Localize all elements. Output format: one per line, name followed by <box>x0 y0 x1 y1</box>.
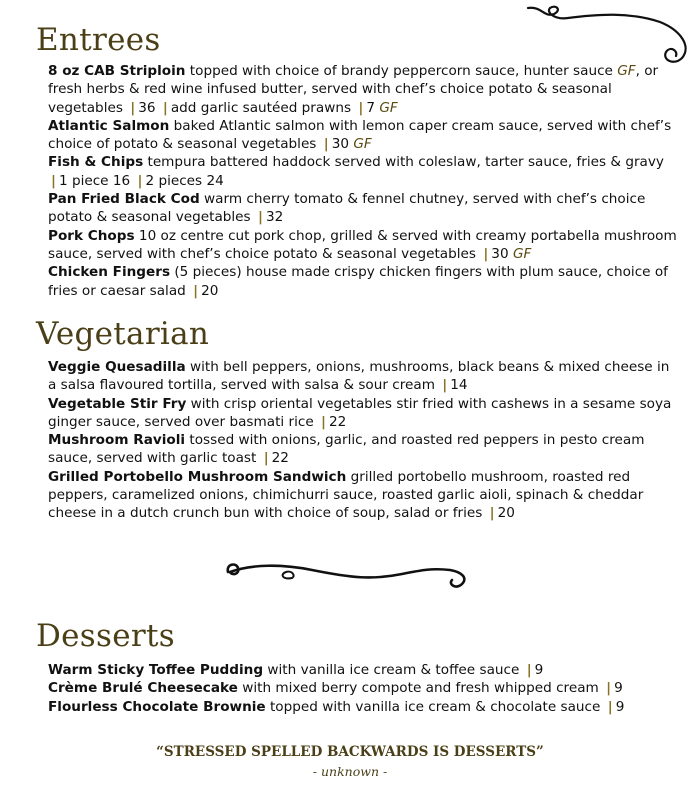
item-description: tossed with onions, garlic, and roasted red peppers in pesto cream sauce, served with garlic toast <box>48 432 645 467</box>
item-description: tempura battered haddock served with coleslaw, tarter sauce, fries & gravy <box>143 154 664 171</box>
item-price: 9 <box>534 662 544 678</box>
item-price: 30 <box>491 245 509 262</box>
item-price: 36 <box>138 99 156 116</box>
addon-price: 7 <box>366 99 375 116</box>
item-description: grilled portobello mushroom, roasted red peppers, caramelized onions, chimichurri sauce, roasted garlic aioli, spinach & cheddar cheese in a dutch crunch bun with choice of soup, salad or fries <box>48 468 644 522</box>
price-separator: | <box>321 413 326 430</box>
item-price: 20 <box>497 505 515 522</box>
menu-item <box>48 117 678 154</box>
item-description: baked Atlantic salmon with lemon caper cream sauce, served with chef’s choice of potato & seasonal vegetables <box>48 117 672 153</box>
item-description: with vanilla ice cream & toffee sauce <box>263 662 520 678</box>
price-separator: | <box>442 377 448 394</box>
price-separator: | <box>193 282 199 299</box>
item-description: with crisp oriental vegetables stir fried with cashews in a sesame soya ginger sauce, served over basmati rice <box>48 395 672 430</box>
item-name: Fish & Chips <box>48 154 144 171</box>
gluten-free-badge: GF <box>617 63 636 79</box>
menu-item <box>48 468 678 523</box>
price-separator: | <box>130 99 136 116</box>
entrees-title: Entrees <box>36 22 161 58</box>
item-name: Pork Chops <box>48 227 135 244</box>
item-name: Warm Sticky Toffee Pudding <box>48 662 264 678</box>
item-price: 1 piece 16 <box>58 172 131 189</box>
price-separator: | <box>323 136 329 153</box>
menu-item <box>48 698 678 716</box>
gluten-free-badge: GF <box>512 245 532 262</box>
item-description: topped with vanilla ice cream & chocolate sauce <box>265 698 601 715</box>
price-separator: | <box>526 662 532 678</box>
item-price: 22 <box>329 413 347 430</box>
quote-text: “STRESSED SPELLED BACKWARDS IS DESSERTS” <box>156 744 544 760</box>
item-price: 2 pieces 24 <box>145 172 224 189</box>
item-price: 9 <box>615 698 625 715</box>
menu-item <box>48 263 678 300</box>
entrees-list <box>48 62 678 300</box>
item-name: Flourless Chocolate Brownie <box>48 698 266 715</box>
menu-item <box>48 661 678 679</box>
item-price: 20 <box>201 282 219 299</box>
vegetarian-title: Vegetarian <box>36 316 210 352</box>
menu-item <box>48 431 678 468</box>
flourish-divider <box>222 548 478 594</box>
menu-item <box>48 358 678 395</box>
item-addon: add garlic sautéed prawns <box>170 99 352 116</box>
item-price: 22 <box>271 450 289 467</box>
item-name: Pan Fried Black Cod <box>48 191 200 208</box>
price-separator: | <box>483 245 489 262</box>
item-name: Chicken Fingers <box>48 264 171 281</box>
price-separator: | <box>489 505 495 522</box>
item-name: Veggie Quesadilla <box>48 359 186 375</box>
item-price: 30 <box>331 136 349 153</box>
quote-author: - unknown - <box>312 764 388 779</box>
price-separator: | <box>607 698 613 715</box>
price-separator: | <box>606 680 612 697</box>
item-price: 9 <box>614 680 623 697</box>
item-description: , or fresh herbs & red wine infused butter, served with chef’s choice potato & seasonal vegetables <box>48 63 659 116</box>
item-description: warm cherry tomato & fennel chutney, served with chef’s choice potato & seasonal vegetables <box>48 191 646 226</box>
vegetarian-list <box>48 358 678 523</box>
gluten-free-badge: GF <box>353 136 372 153</box>
price-separator: | <box>257 209 263 226</box>
price-separator: | <box>358 99 364 116</box>
item-description: (5 pieces) house made crispy chicken fingers with plum sauce, choice of fries or caesar salad <box>48 264 668 299</box>
price-separator: | <box>51 172 56 189</box>
gluten-free-badge: GF <box>379 99 398 116</box>
item-name: Crème Brulé Cheesecake <box>48 680 238 697</box>
menu-item <box>48 227 678 264</box>
item-price: 32 <box>265 209 284 226</box>
menu-item <box>48 190 678 227</box>
desserts-title: Desserts <box>36 618 175 654</box>
item-description: topped with choice of brandy peppercorn sauce, hunter sauce <box>185 63 618 79</box>
price-separator: | <box>162 99 168 116</box>
menu-item <box>48 62 678 117</box>
price-separator: | <box>137 172 143 189</box>
item-description: with bell peppers, onions, mushrooms, black beans & mixed cheese in a salsa flavoured tortilla, served with salsa & sour cream <box>48 359 670 394</box>
item-name: 8 oz CAB Striploin <box>48 63 186 79</box>
item-name: Grilled Portobello Mushroom Sandwich <box>48 468 347 485</box>
item-price: 14 <box>450 377 468 394</box>
menu-item <box>48 153 678 190</box>
item-description: with mixed berry compote and fresh whipped cream <box>237 680 599 697</box>
item-name: Vegetable Stir Fry <box>48 395 187 412</box>
item-name: Mushroom Ravioli <box>48 432 186 449</box>
item-description: 10 oz centre cut pork chop, grilled & served with creamy portabella mushroom sauce, served with chef’s choice potato & seasonal vegetables <box>48 227 677 262</box>
menu-item <box>48 395 678 432</box>
desserts-list <box>48 661 678 716</box>
menu-item <box>48 679 678 697</box>
item-name: Atlantic Salmon <box>48 117 170 134</box>
price-separator: | <box>263 450 269 467</box>
